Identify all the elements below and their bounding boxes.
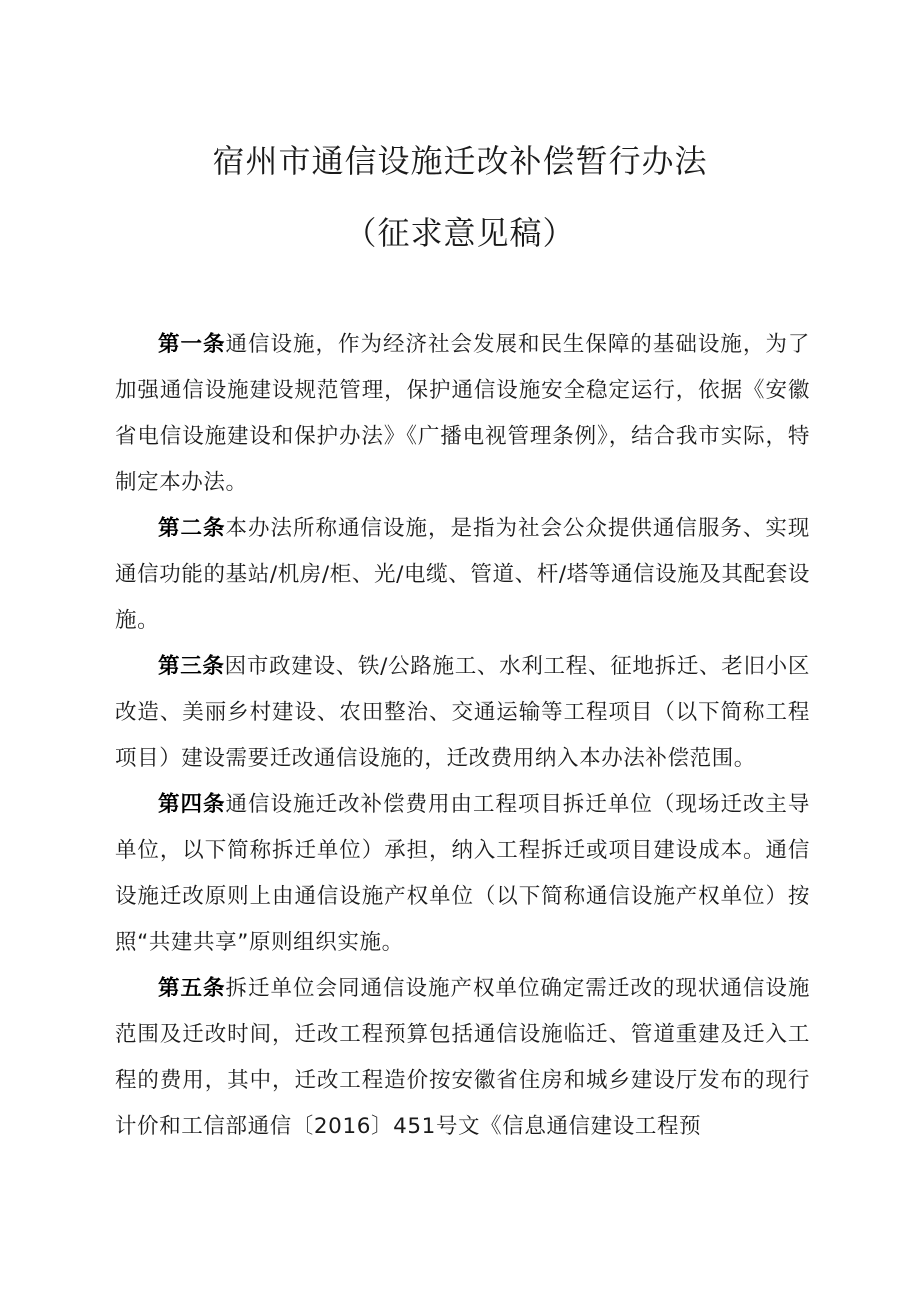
article-5 (115, 966, 810, 1150)
article-text: 通信设施迁改补偿费用由工程项目拆迁单位（现场迁改主导单位，以下简称拆迁单位）承担，纳入工程拆迁或项目建设成本。通信设施迁改原则上由通信设施产权单位（以下简称通信设施产权单位）按照“共建共享”原则组织实施。 (115, 792, 810, 955)
document-body (115, 322, 810, 1150)
article-4 (115, 782, 810, 966)
article-text: 因市政建设、铁/公路施工、水利工程、征地拆迁、老旧小区改造、美丽乡村建设、农田整治、交通运输等工程项目（以下简称工程项目）建设需要迁改通信设施的，迁改费用纳入本办法补偿范围。 (115, 654, 810, 771)
article-2 (115, 506, 810, 644)
article-heading: 第三条 (158, 654, 225, 679)
article-1 (115, 322, 810, 506)
article-3 (115, 644, 810, 782)
article-text: 本办法所称通信设施，是指为社会公众提供通信服务、实现通信功能的基站/机房/柜、光/电缆、管道、杆/塔等通信设施及其配套设施。 (115, 516, 810, 633)
article-heading: 第一条 (158, 332, 226, 357)
document-title: 宿州市通信设施迁改补偿暂行办法 (212, 142, 708, 180)
article-text: 拆迁单位会同通信设施产权单位确定需迁改的现状通信设施范围及迁改时间，迁改工程预算包括通信设施临迁、管道重建及迁入工程的费用，其中，迁改工程造价按安徽省住房和城乡建设厅发布的现行计价和工信部通信〔2016〕451号文《信息通信建设工程预 (115, 976, 810, 1139)
article-heading: 第四条 (158, 792, 226, 817)
article-text: 通信设施，作为经济社会发展和民生保障的基础设施，为了加强通信设施建设规范管理，保护通信设施安全稳定运行，依据《安徽省电信设施建设和保护办法》《广播电视管理条例》，结合我市实际，特制定本办法。 (115, 332, 810, 495)
article-heading: 第五条 (158, 976, 226, 1001)
article-heading: 第二条 (158, 516, 226, 541)
document-subtitle: （征求意见稿） (344, 214, 576, 252)
